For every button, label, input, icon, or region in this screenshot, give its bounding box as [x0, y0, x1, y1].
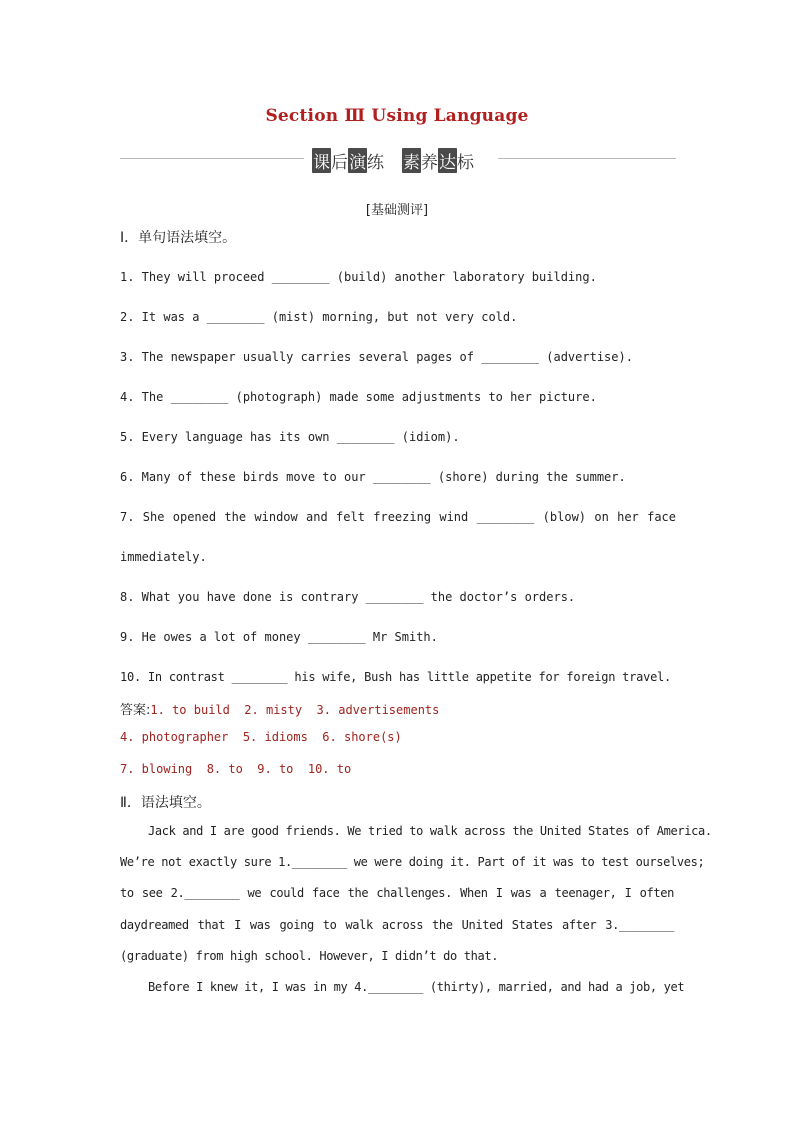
banner-divider-right: [498, 158, 676, 159]
passage-line: (graduate) from high school. However, I didn’t do that.: [120, 949, 499, 963]
banner-char: 课: [312, 148, 331, 173]
question-8: 8. What you have done is contrary ________ the doctor’s orders.: [120, 590, 576, 604]
question-1: 1. They will proceed ________ (build) another laboratory building.: [120, 270, 597, 284]
banner-char: 后: [331, 153, 348, 173]
part2-heading: Ⅱ．语法填空。: [120, 795, 211, 811]
answer-line-3: 7. blowing 8. to 9. to 10. to: [120, 762, 352, 776]
passage-line: Jack and I are good friends. We tried to walk across the United States of America.: [148, 824, 712, 838]
banner-char: 达: [438, 148, 457, 173]
section-title: Section Ⅲ Using Language: [265, 106, 529, 126]
banner-char: 演: [348, 148, 367, 173]
subheading: [基础测评]: [365, 203, 429, 218]
question-10: 10. In contrast ________ his wife, Bush has little appetite for foreign travel.: [120, 670, 671, 684]
passage-line: daydreamed that I was going to walk across the United States after 3.________: [120, 918, 674, 932]
question-9: 9. He owes a lot of money ________ Mr Smith.: [120, 630, 438, 644]
banner-char: 素: [402, 148, 421, 173]
answer-line-2: 4. photographer 5. idioms 6. shore(s): [120, 730, 402, 744]
banner-divider-left: [120, 158, 304, 159]
question-4: 4. The ________ (photograph) made some adjustments to her picture.: [120, 390, 597, 404]
question-7-continued: immediately.: [120, 550, 207, 564]
banner-char: 练: [367, 153, 384, 173]
answer-line-1: [120, 699, 439, 718]
question-5: 5. Every language has its own ________ (idiom).: [120, 430, 460, 444]
passage-line: Before I knew it, I was in my 4.________ (thirty), married, and had a job, yet: [148, 980, 685, 994]
question-2: 2. It was a ________ (mist) morning, but not very cold.: [120, 310, 518, 324]
answer-text: 1. to build 2. misty 3. advertisements: [150, 703, 440, 717]
banner-char: 养: [421, 153, 438, 173]
banner-text: [312, 148, 492, 173]
section-banner: [120, 146, 676, 172]
part1-heading: Ⅰ．单句语法填空。: [120, 230, 237, 246]
answer-label: 答案:: [120, 703, 151, 718]
passage-line: We’re not exactly sure 1.________ we were doing it. Part of it was to test ourselves;: [120, 855, 705, 869]
question-3: 3. The newspaper usually carries several pages of ________ (advertise).: [120, 350, 633, 364]
question-6: 6. Many of these birds move to our ________ (shore) during the summer.: [120, 470, 626, 484]
question-7: 7. She opened the window and felt freezing wind ________ (blow) on her face: [120, 510, 676, 524]
passage-line: to see 2.________ we could face the challenges. When I was a teenager, I often: [120, 886, 674, 900]
banner-char: 标: [457, 153, 474, 173]
